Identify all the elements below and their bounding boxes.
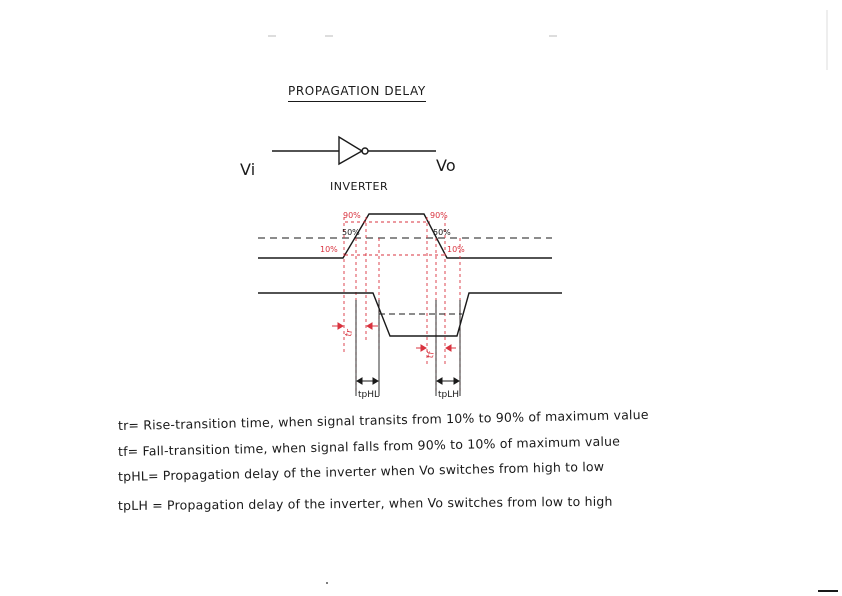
- tphl-label: tpHL: [358, 390, 380, 400]
- definition-tplh: tpLH = Propagation delay of the inverter, when Vo switches from low to high: [117, 493, 613, 513]
- tf-label: tf: [425, 350, 437, 360]
- output-label: Vo: [436, 156, 456, 175]
- output-waveform: [258, 293, 562, 336]
- tphl-arrow: [357, 378, 378, 384]
- definition-tr: tr= Rise-transition time, when signal transits from 10% to 90% of maximum value: [117, 406, 649, 433]
- tplh-arrow: [437, 378, 459, 384]
- marker-90-left: 90%: [343, 211, 361, 220]
- marker-50-right: 50%: [433, 228, 451, 237]
- red-level-markers: [344, 217, 460, 392]
- marker-90-right: 90%: [430, 211, 448, 220]
- scan-dot: [326, 582, 328, 584]
- input-label: Vi: [240, 160, 256, 179]
- definition-tf: tf= Fall-transition time, when signal falls from 90% to 10% of maximum value: [117, 433, 621, 459]
- input-waveform: [258, 214, 552, 258]
- inverter-symbol: [272, 137, 436, 164]
- marker-10-right: 10%: [447, 245, 465, 254]
- marker-50-left: 50%: [342, 228, 360, 237]
- tplh-label: tpLH: [438, 390, 460, 400]
- tr-label: tr: [344, 328, 356, 338]
- tr-arrows: [332, 323, 378, 329]
- diagram-title: PROPAGATION DELAY: [288, 84, 426, 102]
- definition-tphl: tpHL= Propagation delay of the inverter when Vo switches from high to low: [117, 458, 605, 484]
- inverter-triangle: [339, 137, 362, 164]
- marker-10-left: 10%: [320, 245, 338, 254]
- gate-label: INVERTER: [330, 180, 389, 193]
